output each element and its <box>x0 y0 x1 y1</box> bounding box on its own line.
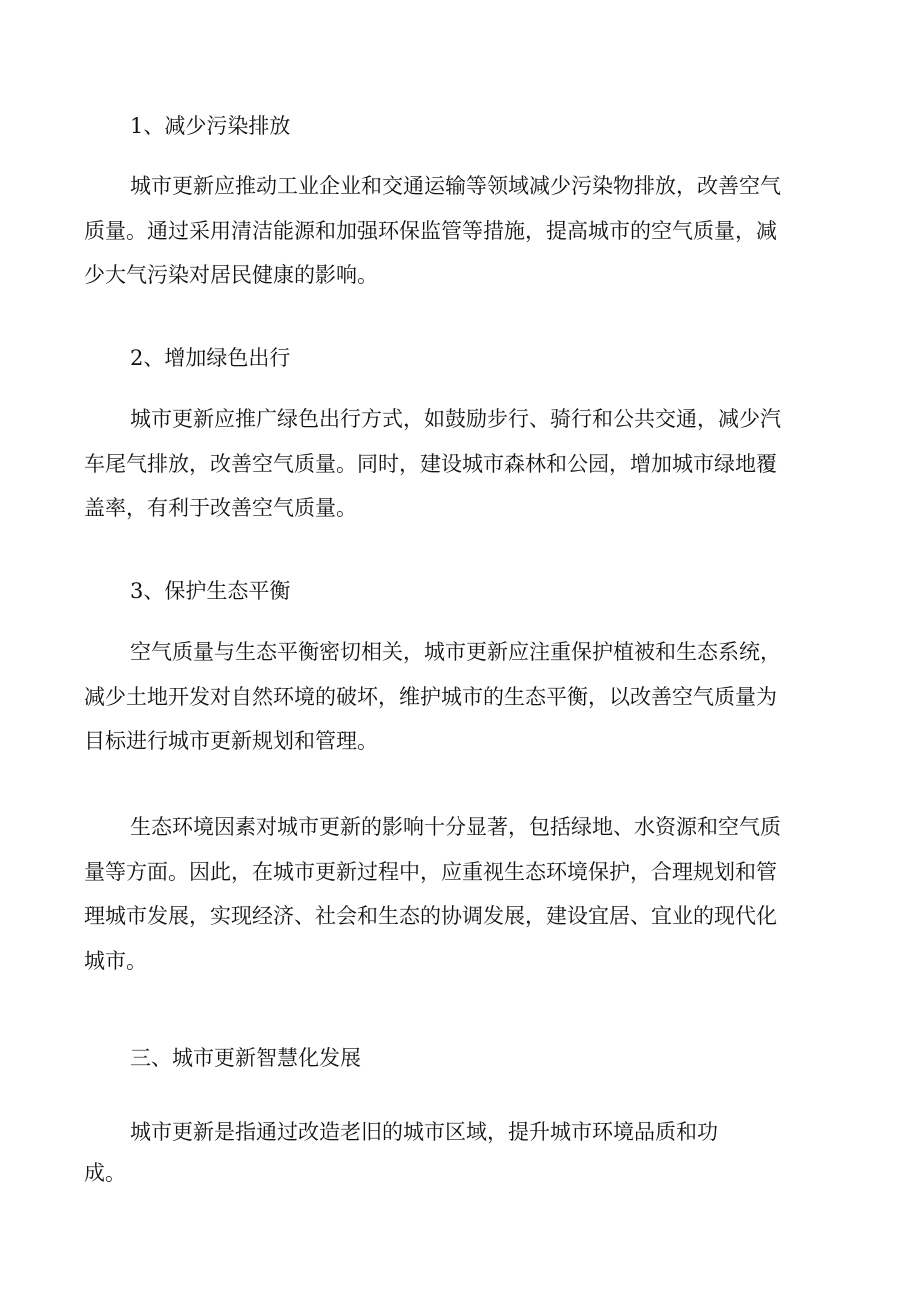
chapter-heading-smart-urban-renewal: 三、城市更新智慧化发展 <box>130 1046 361 1070</box>
paragraph-line: 成。 <box>84 1160 126 1185</box>
paragraph-line: 目标进行城市更新规划和管理。 <box>84 729 378 753</box>
paragraph-line: 理城市发展，实现经济、社会和生态的协调发展，建设宜居、宜业的现代化 <box>84 904 777 928</box>
paragraph-urban-renewal-definition <box>84 1110 836 1195</box>
section-heading-green-travel: 2、增加绿色出行 <box>130 346 291 370</box>
paragraph-line: 减少土地开发对自然环境的破坏，维护城市的生态平衡，以改善空气质量为 <box>84 684 777 709</box>
section-heading-reduce-pollution: 1、减少污染排放 <box>130 114 291 138</box>
paragraph-line: 城市更新应推动工业企业和交通运输等领域减少污染物排放，改善空气 <box>130 174 781 198</box>
paragraph-reduce-pollution <box>84 164 836 298</box>
paragraph-line: 少大气污染对居民健康的影响。 <box>84 263 378 287</box>
paragraph-ecological-balance <box>84 630 836 764</box>
paragraph-line: 车尾气排放，改善空气质量。同时，建设城市森林和公园，增加城市绿地覆 <box>84 451 777 476</box>
paragraph-line: 量等方面。因此，在城市更新过程中，应重视生态环境保护，合理规划和管 <box>84 859 777 884</box>
paragraph-green-travel <box>84 397 836 531</box>
paragraph-summary <box>84 805 836 983</box>
paragraph-line: 空气质量与生态平衡密切相关，城市更新应注重保护植被和生态系统， <box>130 640 781 664</box>
section-heading-ecological-balance: 3、保护生态平衡 <box>130 579 291 603</box>
paragraph-line: 生态环境因素对城市更新的影响十分显著，包括绿地、水资源和空气质 <box>130 815 781 839</box>
paragraph-line: 城市更新是指通过改造老旧的城市区域，提升城市环境品质和功 <box>130 1120 718 1144</box>
paragraph-line: 城市更新应推广绿色出行方式，如鼓励步行、骑行和公共交通，减少汽 <box>130 407 781 431</box>
paragraph-line: 盖率，有利于改善空气质量。 <box>84 496 357 520</box>
paragraph-line: 质量。通过采用清洁能源和加强环保监管等措施，提高城市的空气质量，减 <box>84 218 777 243</box>
paragraph-line: 城市。 <box>84 948 147 973</box>
